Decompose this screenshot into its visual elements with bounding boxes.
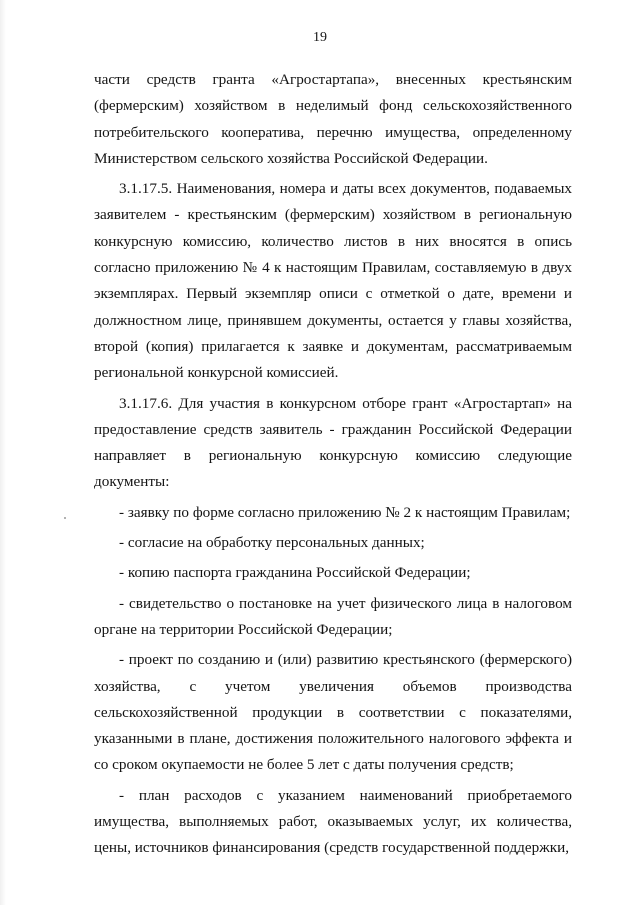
list-item-project: - проект по созданию и (или) развитию крестьянского (фермерского) хозяйства, с учетом увеличения объемов производства сельскохозяйственной продукции в соответствии с показателями, указанными в плане, достижения положительного налогового эффекта и со сроком окупаемости не более 5 лет с даты получения средств; [94, 651, 572, 774]
list-item-consent: - согласие на обработку персональных данных; [119, 534, 425, 552]
paragraph-3-1-17-6: 3.1.17.6. Для участия в конкурсном отборе грант «Агростартап» на предоставление средств заявитель - гражданин Российской Федерации направляет в региональную конкурсную комиссию следующие документы: [94, 394, 572, 491]
paragraph-continuation: части средств гранта «Агростартапа», внесенных крестьянским (фермерским) хозяйством в неделимый фонд сельскохозяйственного потребительского кооператива, перечню имущества, определенному Министерством сельского хозяйства Российской Федерации. [94, 71, 572, 167]
scan-speck [64, 517, 66, 519]
list-item-tax-certificate: - свидетельство о постановке на учет физического лица в налоговом органе на территории Российской Федерации; [94, 594, 572, 638]
page-number: 19 [313, 30, 327, 45]
list-item-expense-plan: - план расходов с указанием наименований приобретаемого имущества, выполняемых работ, оказываемых услуг, их количества, цены, источников финансирования (средств государственной поддержки, [94, 786, 572, 857]
list-item-passport-copy: - копию паспорта гражданина Российской Федерации; [119, 564, 471, 582]
list-item-application: - заявку по форме согласно приложению № 2 к настоящим Правилам; [119, 503, 571, 521]
scan-edge-shadow [0, 0, 6, 905]
paragraph-3-1-17-5: 3.1.17.5. Наименования, номера и даты всех документов, подаваемых заявителем - крестьянским (фермерским) хозяйством в региональную конкурсную комиссию, количество листов в них вносятся в опись согласно приложению № 4 к настоящим Правилам, составляемую в двух экземплярах. Первый экземпляр описи с отметкой о дате, времени и должностном лице, принявшем документы, остается у главы хозяйства, второй (копия) прилагается к заявке и документам, рассматриваемым региональной конкурсной комиссией. [94, 180, 572, 382]
document-body [94, 67, 572, 862]
